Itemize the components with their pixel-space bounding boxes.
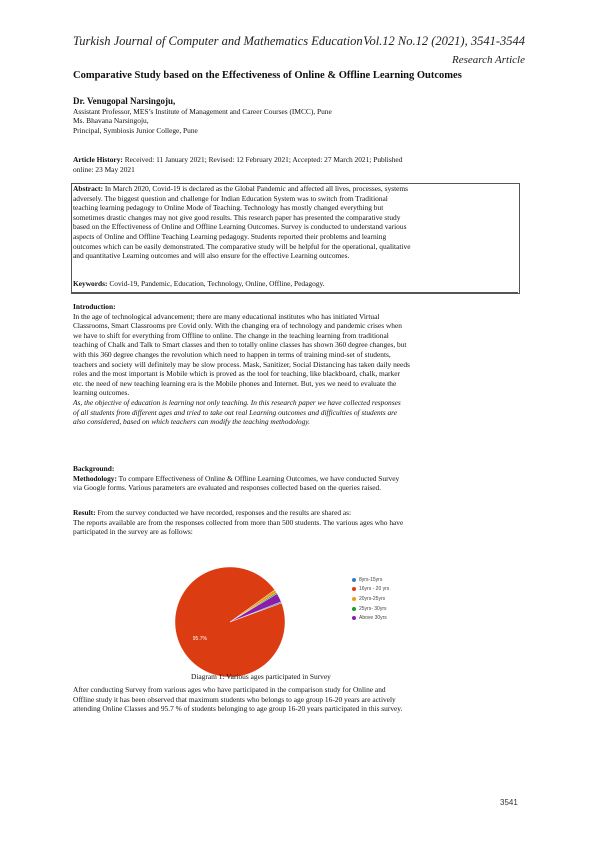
legend-swatch — [352, 616, 356, 620]
result-line: The reports available are from the responses collected from more than 500 students. The various ages who have — [73, 517, 404, 527]
author-line: Principal, Symbiosis Junior College, Pune — [73, 125, 198, 135]
abstract-line: outcomes which can be easily demonstrated. The comparative study will be helpful for the operational, qualitative — [73, 241, 411, 251]
paragraph-line: Offline study it has been observed that maximum students who belongs to age group 16-20 years are actively — [73, 694, 396, 704]
paragraph-line: Classrooms, Smart Classrooms pre Covid only. With the changing era of technology and pandemic crises when — [73, 321, 402, 331]
paper-title: Comparative Study based on the Effectiveness of Online & Offline Learning Outcomes — [73, 70, 462, 81]
legend-label: Above 30yrs — [359, 615, 387, 622]
legend-swatch — [352, 578, 356, 582]
paragraph-line: roles and the most important is Mobile which is proved as the tool for teaching, like blackboard, chalk, marker — [73, 369, 400, 379]
paragraph-line: with this 360 degree changes the revolution which need to happen in terms of training mind-set of students, — [73, 349, 391, 359]
paragraph-line: etc. the need of new teaching learning era is the Mobile phones and Internet. But, yes we need to evaluate the — [73, 378, 397, 388]
legend-item — [352, 585, 389, 595]
volume-info: Vol.12 No.12 (2021), 3541-3544 — [363, 34, 525, 48]
result-label: Result: — [73, 508, 96, 517]
author-block — [73, 97, 518, 135]
history-text: Received: 11 January 2021; Revised: 12 February 2021; Accepted: 27 March 2021; Published — [122, 155, 403, 164]
figure-caption: Diagram 1: Various ages participated in Survey — [191, 672, 331, 681]
abstract-line: teaching learning pedagogy to Online Mode of Teaching. Technology has mostly changed everything but — [73, 203, 384, 213]
conclusion-paragraph — [73, 685, 518, 714]
background-section — [73, 464, 518, 493]
legend-label: 8yrs-15yrs — [359, 576, 383, 583]
abstract-line: aspects of Online and Offline Teaching Learning pedagogy. Students reported their problems and learning — [73, 231, 387, 241]
introduction-heading: Introduction: — [73, 302, 116, 311]
legend-item — [352, 613, 389, 623]
keywords-text: Covid-19, Pandemic, Education, Technology, Online, Offline, Pedagogy. — [107, 279, 325, 288]
history-label: Article History: — [73, 155, 123, 164]
history-text: online: 23 May 2021 — [73, 164, 135, 174]
author-line: Assistant Professor, MES’s Institute of Management and Career Courses (IMCC), Pune — [73, 106, 332, 116]
legend-item — [352, 575, 389, 585]
result-text: From the survey conducted we have recorded, responses and the results are shared as: — [95, 508, 352, 517]
paragraph-line: we have to shift for everything from Offline to online. The change in the teaching learning from traditional — [73, 330, 389, 340]
keywords — [73, 279, 518, 289]
legend-label: 20yrs-25yrs — [359, 595, 386, 602]
article-type: Research Article — [451, 54, 525, 66]
introduction-section — [73, 302, 518, 427]
methodology-text: To compare Effectiveness of Online & Offline Learning Outcomes, we have conducted Survey — [116, 473, 400, 483]
italic-line: of all students from different ages and tried to take out real Learning outcomes and difficulties of students are — [73, 407, 398, 417]
paragraph-line: After conducting Survey from various ages who have participated in the comparison study for Online and — [73, 685, 386, 694]
italic-line: also considered, based on which teachers can modify the teaching methodology. — [73, 417, 311, 427]
keywords-label: Keywords: — [73, 279, 108, 288]
legend-item — [352, 594, 389, 604]
chart-legend — [352, 575, 389, 623]
legend-swatch — [352, 607, 356, 611]
abstract-line: and quantitative Learning outcomes and will also ensure for the effective Learning outcomes. — [73, 251, 350, 261]
pie-slice-label: 95.7% — [192, 635, 207, 642]
abstract-line: adversely. The biggest question and challenge for Indian Education System was to switch from Traditional — [73, 193, 388, 203]
paragraph-line: teachers and society will definitely may be slow process. Mask, Sanitizer, Social Distancing has taken daily needs — [73, 359, 410, 369]
legend-item — [352, 604, 389, 614]
paragraph-line: teaching of Chalk and Talk to Smart classes and then to totally online classes has shown 360 degree changes, but — [73, 340, 407, 350]
page-number: 3541 — [500, 798, 518, 807]
journal-name: Turkish Journal of Computer and Mathematics Education — [73, 34, 363, 48]
italic-line: As, the objective of education is learning not only teaching. In this research paper we have collected responses — [73, 397, 401, 407]
abstract-line: sometimes drastic changes may not give good results. This research paper has presented the comparative study — [73, 212, 401, 222]
paragraph-line: attending Online Classes and 95.7 % of students belonging to age group 16-20 years participated in this survey. — [73, 704, 403, 714]
abstract-line: In March 2020, Covid-19 is declared as the Global Pandemic and affected all lives, processes, systems — [102, 184, 409, 193]
author-line: Ms. Bhavana Narsingoju, — [73, 116, 149, 126]
abstract-label: Abstract: — [73, 184, 103, 193]
legend-label: 25yrs- 30yrs — [359, 605, 387, 612]
abstract — [73, 184, 518, 261]
section-divider — [71, 292, 518, 293]
author-name: Dr. Venugopal Narsingoju, — [73, 96, 176, 106]
legend-label: 16yrs - 20 yrs — [359, 586, 390, 593]
article-history — [73, 155, 518, 174]
background-heading: Background: — [73, 464, 115, 473]
methodology-text: via Google forms. Various parameters are evaluated and responses collected based on the queries raised. — [73, 483, 382, 493]
legend-swatch — [352, 587, 356, 591]
legend-swatch — [352, 597, 356, 601]
abstract-line: based on the Effectiveness of Online and Offline Learning Outcomes. Survey is conducted to understand various — [73, 222, 407, 232]
methodology-label: Methodology: — [73, 473, 117, 483]
paragraph-line: In the age of technological advancement; there are many educational institutes who has initiated Virtual — [73, 311, 380, 321]
result-line: participated in the survey are as follows: — [73, 527, 193, 537]
paragraph-line: learning outcomes. — [73, 388, 130, 398]
result-section — [73, 508, 518, 537]
